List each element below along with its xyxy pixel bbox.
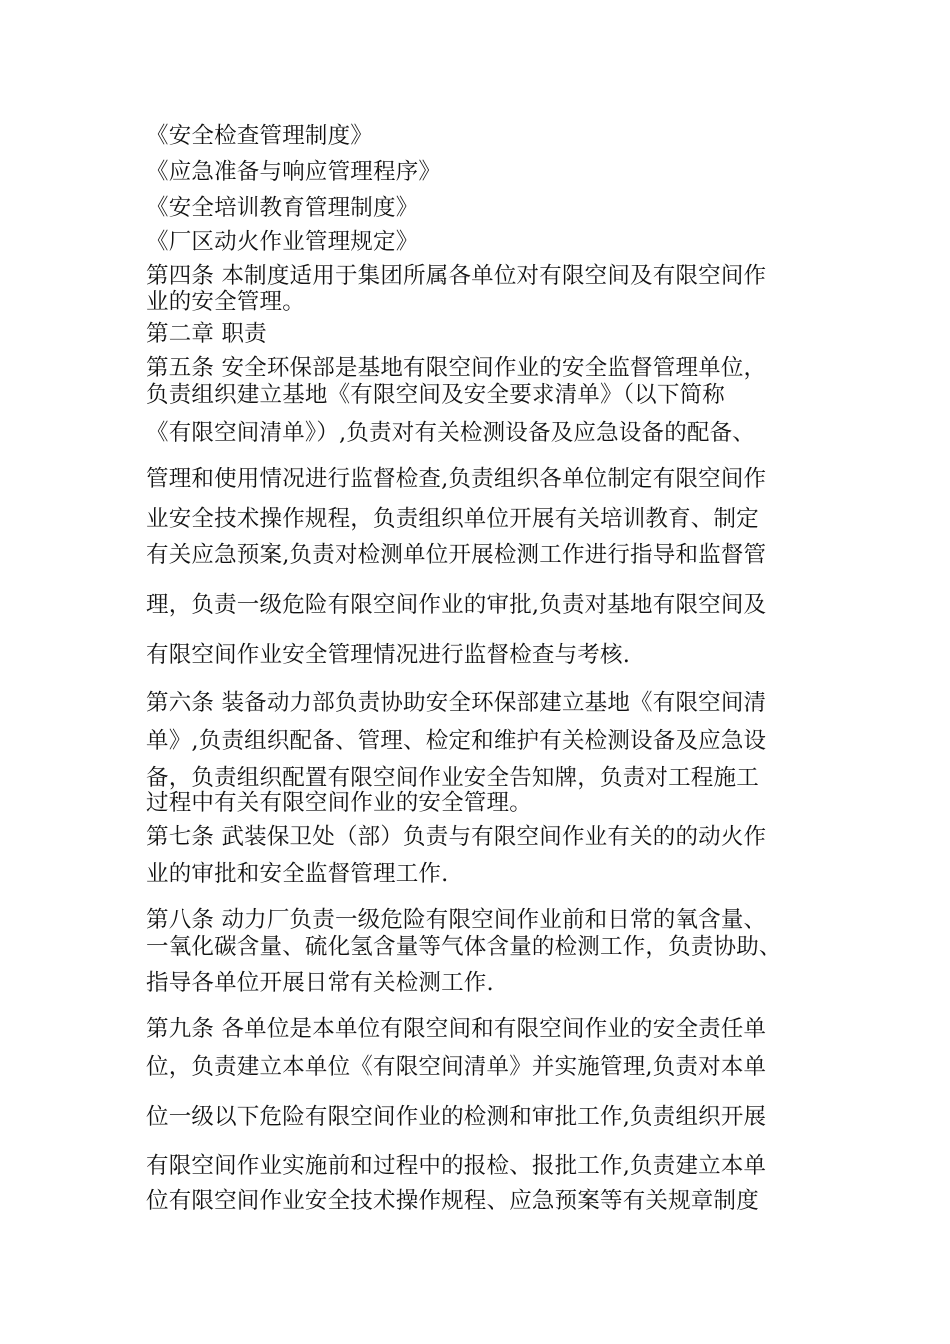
text-line: 第七条 武装保卫处（部）负责与有限空间作业有关的的动火作 (146, 824, 767, 850)
text-line: 过程中有关有限空间作业的安全管理。 (146, 790, 532, 816)
text-line: 《安全检查管理制度》 (146, 123, 374, 149)
chapter-heading: 第二章 职责 (146, 321, 267, 347)
text-line: 业安全技术操作规程，负责组织单位开展有关培训教育、制定 (146, 506, 759, 532)
text-line: 有限空间作业实施前和过程中的报检、报批工作,负责建立本单 (146, 1153, 767, 1179)
text-line: 负责组织建立基地《有限空间及安全要求清单》（以下简称 (146, 382, 725, 408)
text-line: 第九条 各单位是本单位有限空间和有限空间作业的安全责任单 (146, 1016, 767, 1042)
text-line: 一氧化碳含量、硫化氢含量等气体含量的检测工作，负责协助、 (146, 934, 782, 960)
text-line: 业的安全管理。 (146, 289, 305, 315)
text-line: 第五条 安全环保部是基地有限空间作业的安全监督管理单位， (146, 355, 767, 381)
text-line: 《厂区动火作业管理规定》 (146, 229, 419, 255)
text-line: 第四条 本制度适用于集团所属各单位对有限空间及有限空间作 (146, 263, 767, 289)
text-line: 第八条 动力厂负责一级危险有限空间作业前和日常的氧含量、 (146, 907, 767, 933)
text-line: 位有限空间作业安全技术操作规程、应急预案等有关规章制度 (146, 1188, 759, 1214)
text-line: 单》,负责组织配备、管理、检定和维护有关检测设备及应急设 (146, 728, 767, 754)
text-line: 有限空间作业安全管理情况进行监督检查与考核. (146, 642, 631, 668)
text-line: 《应急准备与响应管理程序》 (146, 159, 442, 185)
text-line: 《安全培训教育管理制度》 (146, 195, 419, 221)
text-line: 管理和使用情况进行监督检查,负责组织各单位制定有限空间作 (146, 466, 767, 492)
text-line: 业的审批和安全监督管理工作. (146, 861, 449, 887)
text-line: 指导各单位开展日常有关检测工作. (146, 970, 494, 996)
text-line: 《有限空间清单》）,负责对有关检测设备及应急设备的配备、 (146, 420, 756, 446)
text-line: 备，负责组织配置有限空间作业安全告知牌，负责对工程施工 (146, 765, 759, 791)
text-line: 位一级以下危险有限空间作业的检测和审批工作,负责组织开展 (146, 1104, 767, 1130)
text-line: 第六条 装备动力部负责协助安全环保部建立基地《有限空间清 (146, 690, 767, 716)
text-line: 有关应急预案,负责对检测单位开展检测工作进行指导和监督管 (146, 542, 767, 568)
text-line: 位，负责建立本单位《有限空间清单》并实施管理,负责对本单 (146, 1054, 767, 1080)
text-line: 理，负责一级危险有限空间作业的审批,负责对基地有限空间及 (146, 592, 767, 618)
